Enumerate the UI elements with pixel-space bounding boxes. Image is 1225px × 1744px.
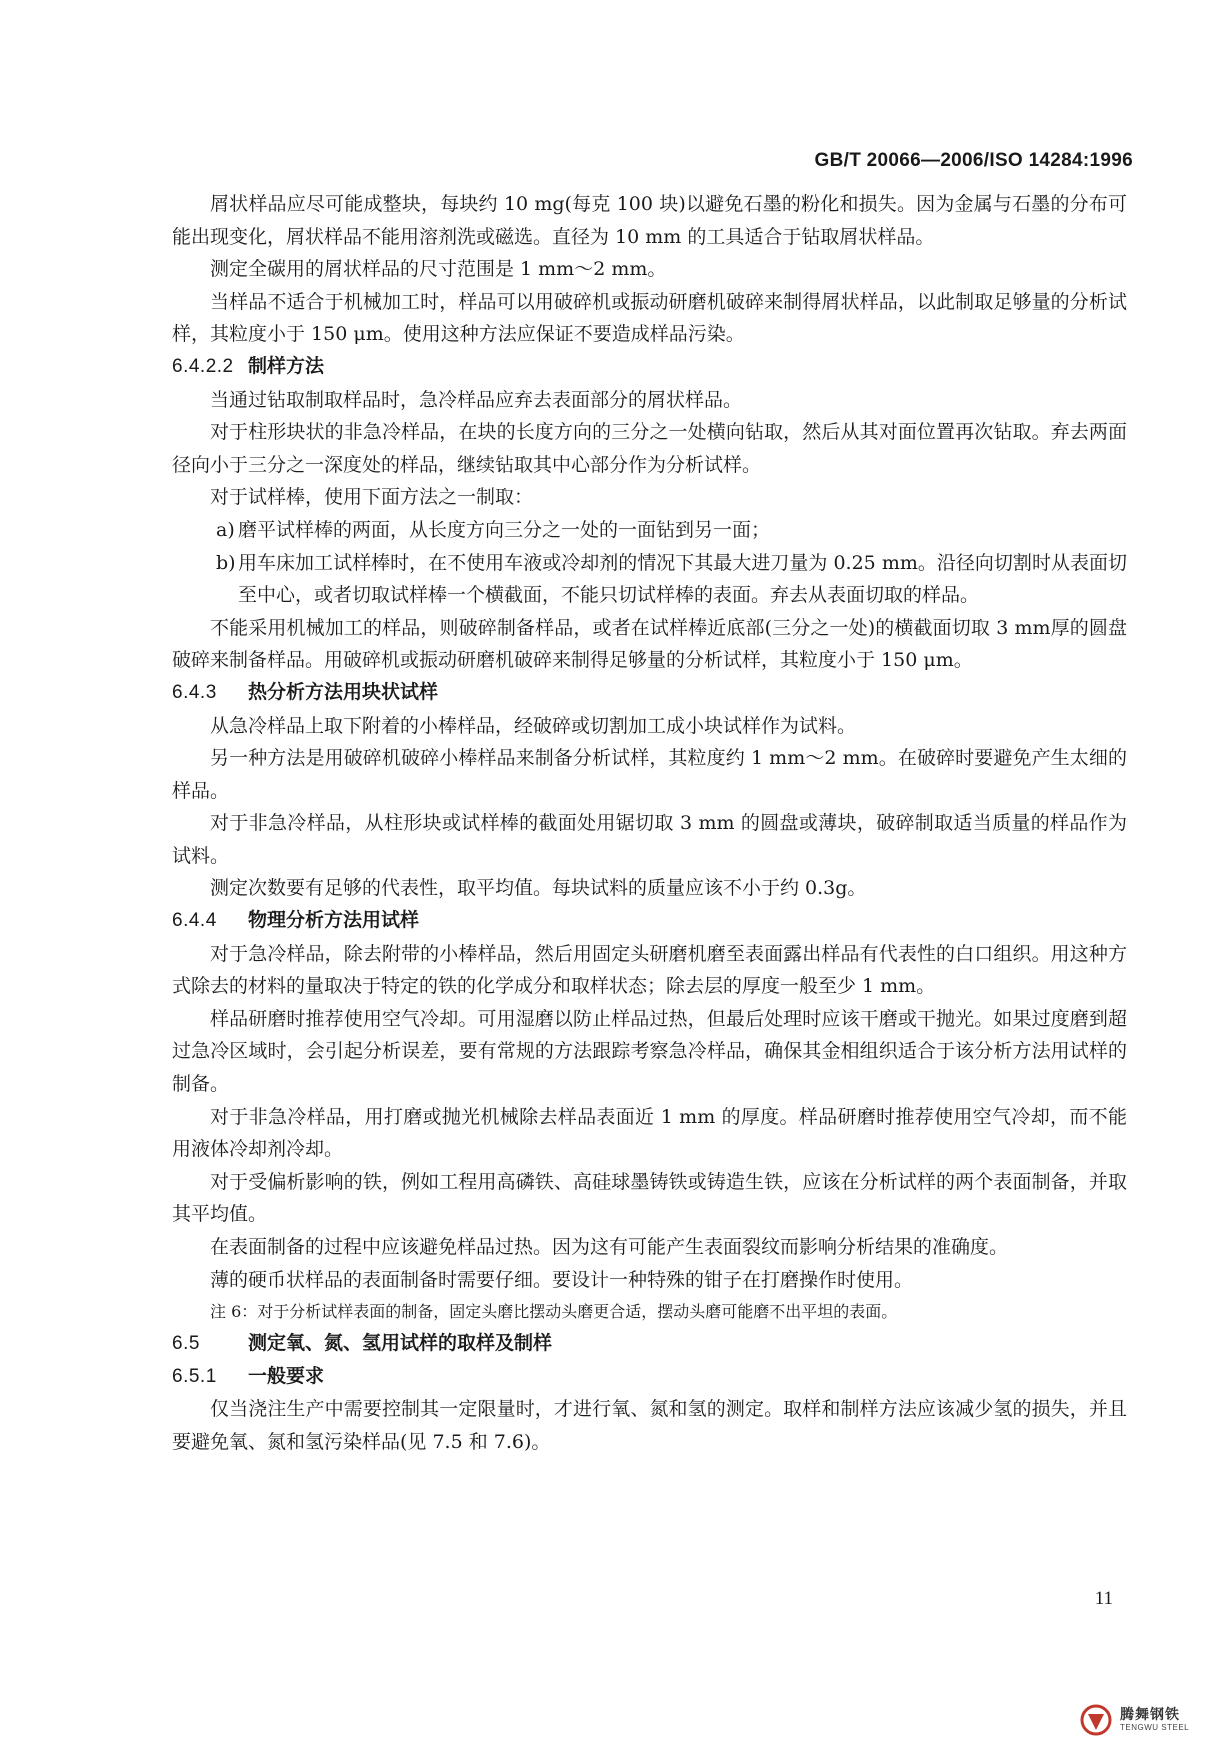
list-item-a xyxy=(172,514,1127,547)
paragraph: 样品研磨时推荐使用空气冷却。可用湿磨以防止样品过热，但最后处理时应该干磨或干抛光。如果过度磨到超过急冷区域时，会引起分析误差，要有常规的方法跟踪考察急冷样品，确保其金相组织适合于该分析方法用试样的制备。 xyxy=(172,1007,1127,1096)
standard-code: GB/T 20066—2006/ISO 14284:1996 xyxy=(814,150,1133,171)
paragraph: 对于受偏析影响的铁，例如工程用高磷铁、高硅球墨铸铁或铸造生铁，应该在分析试样的两个表面制备，并取其平均值。 xyxy=(172,1170,1127,1226)
list-label: a) xyxy=(216,518,235,541)
paragraph: 薄的硬币状样品的表面制备时需要仔细。要设计一种特殊的钳子在打磨操作时使用。 xyxy=(210,1268,914,1291)
list-item-b xyxy=(172,547,1127,612)
paragraph: 对于试样棒，使用下面方法之一制取： xyxy=(210,486,534,509)
paragraph: 当样品不适合于机械加工时，样品可以用破碎机或振动研磨机破碎来制得屑状样品，以此制取足够量的分析试样，其粒度小于 150 μm。使用这种方法应保证不要造成样品污染。 xyxy=(172,290,1127,346)
paragraph: 从急冷样品上取下附着的小棒样品，经破碎或切割加工成小块试样作为试料。 xyxy=(210,714,857,737)
section-heading-6-4-4 xyxy=(172,905,1127,938)
watermark-text-en: TENGWU STEEL xyxy=(1120,1723,1190,1732)
section-title: 热分析方法用块状试样 xyxy=(248,681,439,703)
note-6: 注 6：对于分析试样表面的制备，固定头磨比摆动头磨更合适，摆动头磨可能磨不出平坦的表面。 xyxy=(210,1302,898,1322)
list-text: 磨平试样棒的两面，从长度方向三分之一处的一面钻到另一面； xyxy=(238,518,771,541)
section-heading-6-5 xyxy=(172,1328,1127,1361)
paragraph: 仅当浇注生产中需要控制其一定限量时，才进行氧、氮和氢的测定。取样和制样方法应该减少氢的损失，并且要避免氧、氮和氢污染样品(见 7.5 和 7.6)。 xyxy=(172,1398,1127,1453)
paragraph: 不能采用机械加工的样品，则破碎制备样品，或者在试样棒近底部(三分之一处)的横截面切取 3 mm厚的圆盘破碎来制备样品。用破碎机或振动研磨机破碎来制得足够量的分析试样，其粒度小于 150 μm。 xyxy=(172,616,1127,672)
paragraph: 在表面制备的过程中应该避免样品过热。因为这有可能产生表面裂纹而影响分析结果的准确度。 xyxy=(210,1236,1009,1258)
section-title: 制样方法 xyxy=(248,355,325,377)
watermark-text-cn: 腾舞钢铁 xyxy=(1120,1707,1180,1723)
section-number: 6.4.2.2 xyxy=(172,355,234,377)
section-heading-6-4-2-2 xyxy=(172,351,1127,384)
paragraph: 屑状样品应尽可能成整块，每块约 10 mg(每克 100 块)以避免石墨的粉化和损失。因为金属与石墨的分布可能出现变化，屑状样品不能用溶剂洗或磁选。直径为 10 mm 的工具适合于钻取屑状样品。 xyxy=(172,193,1127,248)
logo-mark-icon xyxy=(1080,1704,1114,1736)
section-number: 6.5.1 xyxy=(172,1365,217,1387)
paragraph: 另一种方法是用破碎机破碎小棒样品来制备分析试样，其粒度约 1 mm～2 mm。在破碎时要避免产生太细的样品。 xyxy=(172,747,1127,802)
list-text: 用车床加工试样棒时，在不使用车液或冷却剂的情况下其最大进刀量为 0.25 mm。沿径向切割时从表面切至中心，或者切取试样棒一个横截面，不能只切试样棒的表面。弃去从表面切取的样品。 xyxy=(238,551,1127,607)
paragraph: 对于急冷样品，除去附带的小棒样品，然后用固定头研磨机磨至表面露出样品有代表性的白口组织。用这种方式除去的材料的量取决于特定的铁的化学成分和取样状态；除去层的厚度一般至少 1 mm。 xyxy=(172,942,1127,998)
section-number: 6.4.3 xyxy=(172,681,217,703)
section-title: 测定氧、氮、氢用试样的取样及制样 xyxy=(248,1333,553,1355)
paragraph: 测定次数要有足够的代表性，取平均值。每块试料的质量应该不小于约 0.3g。 xyxy=(210,877,867,900)
watermark-logo xyxy=(1080,1700,1215,1740)
paragraph: 对于非急冷样品，从柱形块或试样棒的截面处用锯切取 3 mm 的圆盘或薄块，破碎制取适当质量的样品作为试料。 xyxy=(172,812,1127,867)
section-heading-6-5-1 xyxy=(172,1361,1127,1394)
paragraph: 测定全碳用的屑状样品的尺寸范围是 1 mm～2 mm。 xyxy=(210,258,667,281)
section-title: 一般要求 xyxy=(248,1365,325,1387)
paragraph: 当通过钻取制取样品时，急冷样品应弃去表面部分的屑状样品。 xyxy=(210,388,743,411)
section-number: 6.5 xyxy=(172,1333,200,1355)
list-label: b) xyxy=(216,551,236,574)
paragraph: 对于非急冷样品，用打磨或抛光机械除去样品表面近 1 mm 的厚度。样品研磨时推荐使用空气冷却，而不能用液体冷却剂冷却。 xyxy=(172,1105,1127,1161)
page-number: 11 xyxy=(1094,1588,1113,1609)
paragraph: 对于柱形块状的非急冷样品，在块的长度方向的三分之一处横向钻取，然后从其对面位置再次钻取。弃去两面径向小于三分之一深度处的样品，继续钻取其中心部分作为分析试样。 xyxy=(172,421,1127,476)
section-number: 6.4.4 xyxy=(172,910,217,932)
section-title: 物理分析方法用试样 xyxy=(248,910,420,932)
document-body xyxy=(172,188,1127,1459)
section-heading-6-4-3 xyxy=(172,677,1127,710)
